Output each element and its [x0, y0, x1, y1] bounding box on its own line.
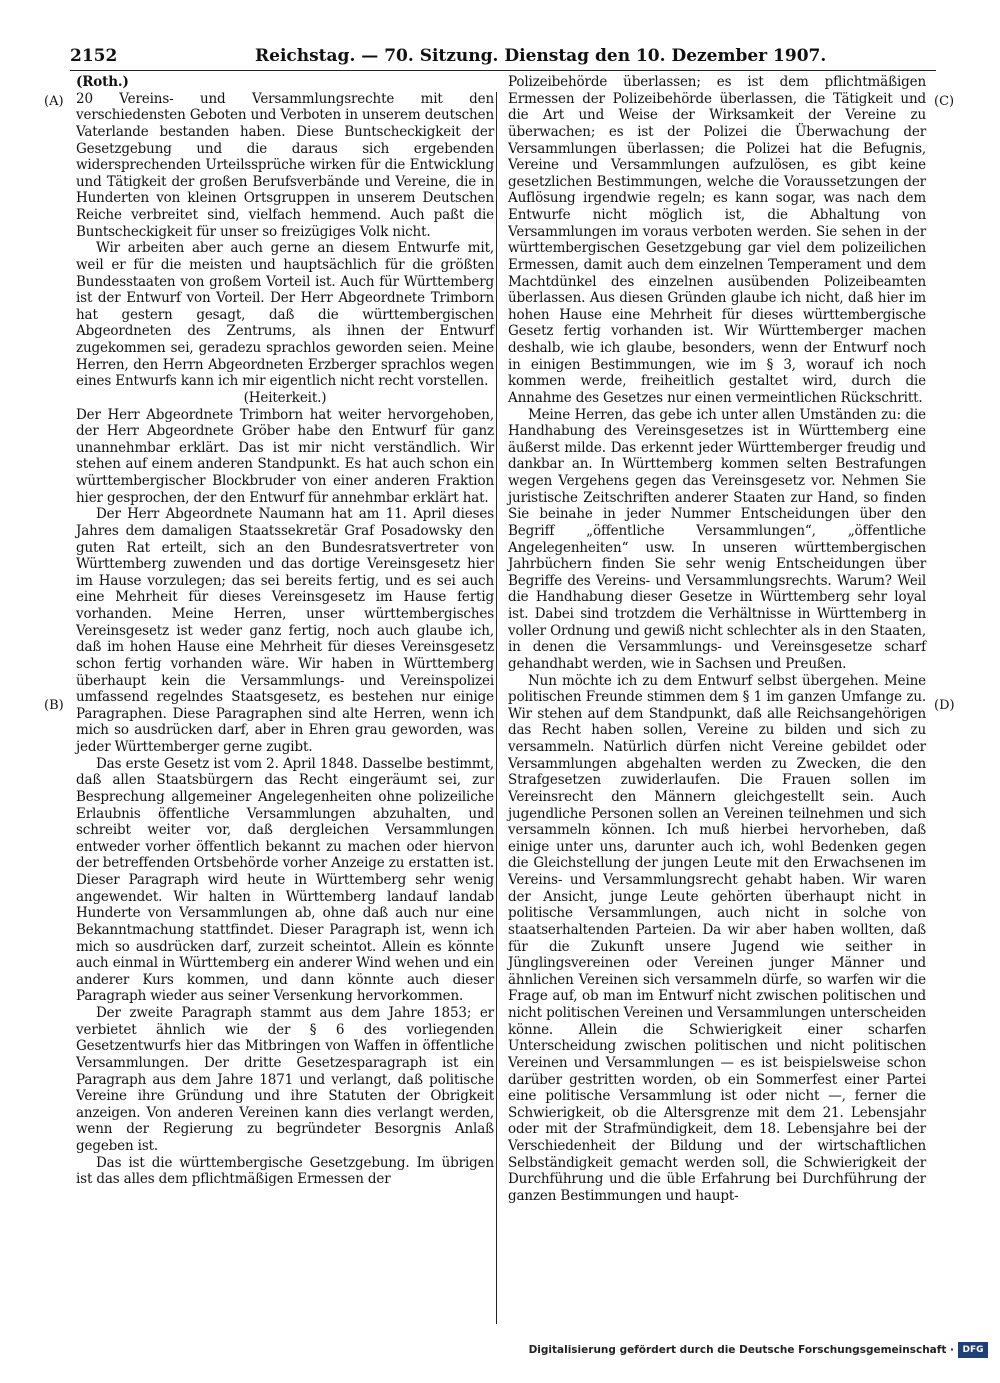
interjection: (Heiterkeit.): [243, 389, 327, 406]
paragraph: 20 Vereins- und Versammlungsrechte mit den verschiedensten Geboten und Verboten in unserem deutschen Vaterlande bestanden haben. Diese Buntscheckigkeit der Gesetzgebung und die daraus sich ergebenden widersprechenden Urteilssprüche wirken für die Entwicklung und Tätigkeit der großen Berufsverbände und Vereine, die in Hunderten von kleinen Ortsgruppen in unserem Deutschen Reiche verbreitet sind, vielfach hemmend. Auch paßt die Buntscheckigkeit für unser so freizügiges Volk nicht.: [76, 90, 494, 240]
paragraph: Polizeibehörde überlassen; es ist dem pflichtmäßigen Ermessen der Polizeibehörde überlassen, die Tätigkeit und die Art und Weise der Wirksamkeit der Vereine zu überwachen; es ist der Polizei die Überwachung der Versammlungen überlassen; die Polizei hat die Befugnis, Vereine und Versammlungen aufzulösen, es gibt keine gesetzlichen Bestimmungen, welche die Voraussetzungen der Auflösung irgendwie regeln; es kann sogar, was nach dem Entwurfe nicht möglich ist, die Abhaltung von Versammlungen im voraus verboten werden. Sie sehen in der württembergischen Gesetzgebung gar viel dem polizeilichen Ermessen, damit auch dem einzelnen Temperament und dem Machtdünkel des einzelnen ausübenden Polizeibeamten überlassen. Aus diesen Gründen glaube ich nicht, daß hier im hohen Hause eine Mehrheit für dieses württembergische Gesetz fertig vorhanden ist. Wir Württemberger machen deshalb, wie ich glaube, besonders, wenn der Entwurf noch in einigen Bestimmungen, wie im § 3, worauf ich noch kommen werde, freiheitlich gestaltet wird, durch die Annahme des Gesetzes nur einen vermeintlichen Rückschritt.: [508, 74, 926, 406]
margin-marker-b: (B): [44, 698, 64, 713]
running-title: Reichstag. — 70. Sitzung. Dienstag den 10. Dezember 1907.: [255, 46, 827, 66]
column-divider: [496, 92, 497, 1324]
page-footer: [0, 1338, 1000, 1378]
paragraph: Der Herr Abgeordnete Naumann hat am 11. April dieses Jahres dem damaligen Staatssekretär Graf Posadowsky den guten Rat erteilt, sich an den Bundesratsvertreter von Württemberg zuwenden und das dortige Vereinsgesetz hier im Hause vorzulegen; das sei bereits fertig, und es sei auch eine Mehrheit für dieses Vereinsgesetz im Hause fertig vorhanden. Meine Herren, unser württembergisches Vereinsgesetz ist weder ganz fertig, noch auch glaube ich, daß im hohen Hause eine Mehrheit für dieses Vereinsgesetz schon fertig vorhanden wäre. Wir haben in Württemberg überhaupt kein die Versammlungs- und Vereinspolizei umfassend regelndes Staatsgesetz, es bestehen nur einige Paragraphen. Diese Paragraphen sind alte Herren, wenn ich mich so ausdrücken darf, aber in Ehren grau geworden, was jeder Württemberger gerne zugibt.: [76, 506, 494, 755]
margin-marker-a: (A): [44, 94, 64, 109]
right-column: [508, 74, 926, 1205]
digitization-credit: Digitalisierung gefördert durch die Deutsche Forschungsgemeinschaft ·: [528, 1344, 954, 1356]
page-header: [70, 44, 936, 70]
header-rule: [70, 70, 936, 71]
dfg-logo: DFG: [958, 1342, 988, 1358]
left-column: [76, 74, 494, 1188]
paragraph: Der zweite Paragraph stammt aus dem Jahre 1853; er verbietet ähnlich wie der § 6 des vorliegenden Gesetzentwurfs hier das Mitbringen von Waffen in öffentliche Versammlungen. Der dritte Gesetzesparagraph ist ein Paragraph aus dem Jahre 1871 und verlangt, daß politische Vereine ihre Gründung und ihre Statuten der Obrigkeit anzeigen. Von anderen Vereinen kann dies verlangt werden, wenn der Regierung zu begründeter Besorgnis Anlaß gegeben ist.: [76, 1005, 494, 1154]
paragraph: Meine Herren, das gebe ich unter allen Umständen zu: die Handhabung des Vereinsgesetzes ist in Württemberg eine äußerst milde. Das erkennt jeder Württemberger freudig und dankbar an. In Württemberg kommen selten Bestrafungen wegen Vergehens gegen das Vereinsgesetz vor. Nehmen Sie juristische Zeitschriften anderer Staaten zur Hand, so finden Sie beinahe in jeder Nummer Entscheidungen über den Begriff „öffentliche Versammlungen“, „öffentliche Angelegenheiten“ usw. In unseren württembergischen Jahrbüchern finden Sie sehr wenig Entscheidungen über Begriffe des Vereins- und Versammlungsrechts. Warum? Weil die Handhabung dieser Gesetze in Württemberg sehr loyal ist. Dabei sind trotzdem die Verhältnisse in Württemberg in voller Ordnung und gewiß nicht schlechter als in den Staaten, in denen die Versammlungs- und Vereinsgesetze scharf gehandhabt werden, wie in Sachsen und Preußen.: [508, 406, 926, 672]
margin-marker-c: (C): [934, 94, 955, 109]
speaker-label: (Roth.): [76, 74, 129, 90]
paragraph: Nun möchte ich zu dem Entwurf selbst übergehen. Meine politischen Freunde stimmen dem § 1 im ganzen Umfange zu. Wir stehen auf dem Standpunkt, daß alle Reichsangehörigen das Recht haben sollen, Vereine zu bilden und sich zu versammeln. Natürlich dürfen nicht Vereine gebildet oder Versammlungen abgehalten werden zu Zwecken, die den Strafgesetzen zuwiderlaufen. Die Frauen sollen im Vereinsrecht den Männern gleichgestellt sein. Auch jugendliche Personen sollen an Vereinen teilnehmen und sich versammeln können. Ich muß hierbei hervorheben, daß einige unter uns, darunter auch ich, wohl Bedenken gegen die Gleichstellung der jungen Leute mit den Erwachsenen im Vereins- und Versammlungsrecht gehabt haben. Wir waren der Ansicht, junge Leute gehörten überhaupt nicht in politische Versammlungen, auch nicht in solche von staatserhaltenden Parteien. Da wir aber haben wollten, daß für die Zukunft unsere Jugend wie seither in Jünglingsvereinen oder Vereinen junger Männer und ähnlichen Vereinen sich versammeln dürfe, so warfen wir die Frage auf, ob man im Entwurf nicht zwischen politischen und nicht politischen Vereinen und Versammlungen unterscheiden könne. Allein die Schwierigkeit einer scharfen Unterscheidung zwischen politischen und nicht politischen Vereinen und Versammlungen — es ist beispielsweise schon darüber gestritten worden, ob ein Sommerfest einer Partei eine politische Versammlung ist oder nicht —, ferner die Schwierigkeit, ob die Altersgrenze mit dem 21. Lebensjahr oder mit der Strafmündigkeit, dem 18. Lebensjahre bei der Verschiedenheit der Bildung und der wirtschaftlichen Selbständigkeit gemacht werden soll, die Schwierigkeit der Durchführung und die üble Erfahrung bei Durchführung der ganzen Bestimmungen und haupt-: [508, 672, 926, 1204]
paragraph: Der Herr Abgeordnete Trimborn hat weiter hervorgehoben, der Herr Abgeordnete Gröber habe den Entwurf für ganz unannehmbar erklärt. Das ist mir nicht verständlich. Wir stehen auf einem anderen Standpunkt. Es hat auch schon ein württembergischer Blockbruder von einer anderen Fraktion hier gesprochen, der den Entwurf für annehmbar erklärt hat.: [76, 406, 494, 506]
paragraph: Das ist die württembergische Gesetzgebung. Im übrigen ist das alles dem pflichtmäßigen Ermessen der: [76, 1154, 494, 1188]
paragraph: Das erste Gesetz ist vom 2. April 1848. Dasselbe bestimmt, daß allen Staatsbürgern das Recht eingeräumt sei, zur Besprechung allgemeiner Angelegenheiten ohne polizeiliche Erlaubnis öffentliche Versammlungen abzuhalten, und schreibt weiter vor, daß dergleichen Versammlungen entweder vorher öffentlich bekannt zu machen oder hiervon der betreffenden Ortsbehörde vorher Anzeige zu erstatten ist. Dieser Paragraph wird heute in Württemberg sehr wenig angewendet. Wir halten in Württemberg landauf landab Hunderte von Versammlungen ab, ohne daß auch nur eine Bekanntmachung stattfindet. Dieser Paragraph ist, wenn ich mich so ausdrücken darf, zurzeit scheintot. Allein es könnte auch einmal in Württemberg ein anderer Wind wehen und ein anderer Kurs kommen, und dann könnte auch dieser Paragraph wieder aus seiner Versenkung hervorkommen.: [76, 755, 494, 1005]
paragraph: Wir arbeiten aber auch gerne an diesem Entwurfe mit, weil er für die meisten und hauptsächlich für die größten Bundesstaaten von großem Vorteil ist. Auch für Württemberg ist der Entwurf von Vorteil. Der Herr Abgeordnete Trimborn hat gestern gesagt, daß die württembergischen Abgeordneten des Zentrums, als ihnen der Entwurf zugekommen sei, geradezu sprachlos geworden seien. Meine Herren, den Herrn Abgeordneten Erzberger sprachlos wegen eines Entwurfs kann ich mir eigentlich nicht recht vorstellen.: [76, 240, 494, 390]
page-number: 2152: [70, 46, 118, 66]
margin-marker-d: (D): [934, 698, 955, 713]
